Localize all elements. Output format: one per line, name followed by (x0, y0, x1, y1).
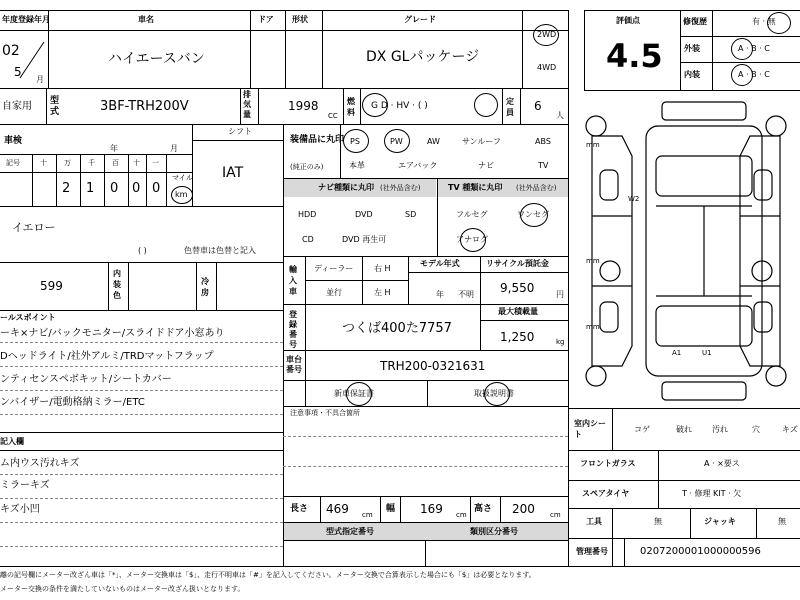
equip-sunroof: サンルーフ (462, 137, 501, 146)
parallel: 並行 (326, 288, 342, 297)
use-type: 自家用 (2, 101, 32, 112)
width-label: 幅 (386, 504, 396, 514)
height: 200 (512, 502, 535, 516)
navi-hdd: HDD (298, 210, 317, 219)
tv-label: TV 種類に丸印 (448, 183, 503, 192)
navi-dvd-play: DVD 再生可 (342, 235, 387, 244)
plate: つくば400た7757 (342, 321, 452, 336)
interior-grades: A · B · C (738, 70, 770, 79)
navi-sub: (社外品含む) (380, 184, 421, 192)
model-year-label: モデル年式 (420, 259, 460, 268)
diagram-mm-mid: mm (586, 257, 600, 265)
month-unit-2: 月 (170, 144, 178, 153)
shape-label: 形状 (292, 15, 308, 24)
tv-fullseg: フルセグ (456, 210, 488, 219)
car-name: ハイエースバン (108, 51, 205, 67)
recycle-value: 9,550 (500, 281, 535, 295)
model: 3BF-TRH200V (100, 99, 189, 114)
footer-line-2: メーター交換の条件を満たしていないものはメーター改ざん扱いとなります。 (0, 585, 245, 593)
displacement: 1998 (288, 99, 319, 113)
width: 169 (420, 502, 443, 516)
sales-point-line: Dヘッドライト/社外アルミ/TRDマットフラップ (0, 351, 214, 362)
room-seat-label: 室内シート (574, 419, 606, 439)
inspector-label: 記入欄 (0, 437, 24, 446)
model-label: 型式 (50, 96, 60, 117)
repair-options: 有 · 無 (752, 17, 776, 26)
equipment-sublabel: (純正のみ) (290, 163, 324, 171)
footer-line-1: 離の記号欄にメーター改ざん車は「*」、メーター交換車は「$」、走行不明車は「#」を記入してください。メーター交換で合算表示した場合にも「$」は必要となります。 (0, 571, 536, 579)
height-unit: cm (550, 511, 561, 519)
mile-label: マイル (172, 174, 193, 182)
sales-point-line: ンティセンスペボキット/シートカバー (0, 374, 172, 385)
left-h: 左 H (374, 288, 391, 297)
color-note: 色替車は色替と記入 (184, 246, 256, 255)
record-label: 記号 (6, 159, 20, 167)
length-label: 長さ (290, 504, 309, 514)
windshield-options: A · ×要ス (704, 459, 740, 468)
diagram-mm-bottom: mm (586, 323, 600, 331)
inspector-line: ミラーキズ (0, 480, 50, 491)
tv-oneseg: ワンセグ (517, 210, 549, 219)
reg-year-label: 年度登録年月 (2, 15, 50, 24)
interior-a-circle (731, 64, 753, 86)
navi-dvd: DVD (355, 210, 373, 219)
fuel-paren-circle (474, 93, 498, 117)
spare-options: T · 修理 KIT · 欠 (682, 489, 742, 498)
tools-label: 工具 (586, 517, 602, 526)
manual: 取扱説明書 (474, 389, 514, 398)
new-warranty: 新車保証書 (334, 389, 374, 398)
diagram-a1: A1 (672, 349, 682, 357)
fuel-label: 燃料 (347, 97, 355, 117)
diagram-u1: U1 (702, 349, 712, 357)
class-label: 類別区分番号 (470, 527, 518, 536)
sales-points-label: ールスポイント (0, 313, 56, 322)
kg-unit: kg (556, 338, 565, 346)
diagram-w2: W2 (628, 195, 640, 203)
navi-sd: SD (405, 210, 417, 219)
mgmt-value: 0207200001000000596 (640, 546, 761, 557)
chassis-label: 車台番号 (286, 355, 302, 374)
grade-label: グレード (404, 15, 436, 24)
ac-label: 冷房 (201, 277, 209, 297)
shift-value: IAT (222, 165, 244, 181)
equip-abs: ABS (535, 137, 551, 146)
dealer: ディーラー (314, 264, 354, 273)
equip-navi: ナビ (478, 161, 494, 170)
navi-label: ナビ種類に丸印 (318, 183, 374, 192)
caution-label: 注意事項・不具合箇所 (290, 409, 360, 417)
equip-leather: 本革 (349, 161, 365, 170)
inspector-line: ム内ウス汚れキズ (0, 458, 80, 469)
tv-analog: アナログ (456, 235, 488, 244)
model-year-unit: 年 (436, 290, 444, 299)
km-label: km (175, 190, 188, 199)
exterior-grades: A · B · C (738, 44, 770, 53)
year-unit: 年 (110, 144, 118, 153)
drive-4wd: 4WD (537, 63, 557, 72)
shaken-label: 車検 (4, 136, 23, 146)
person-unit: 人 (556, 111, 564, 120)
door-label: ドア (258, 15, 274, 24)
tv-sub: (社外品含む) (516, 184, 557, 192)
drive-2wd: 2WD (537, 30, 557, 39)
chassis: TRH200-0321631 (380, 359, 486, 373)
equip-airbag: エアバック (398, 161, 438, 170)
equipment-label: 装備品に丸印 (290, 135, 345, 145)
navi-cd: CD (302, 235, 314, 244)
grade: DX GLパッケージ (366, 49, 480, 65)
score-value: 4.5 (606, 37, 663, 75)
month-unit: 月 (36, 75, 44, 84)
diagram-mm-top: mm (586, 141, 600, 149)
shift-label: シフト (228, 127, 252, 136)
type-label: 型式指定番号 (326, 527, 374, 536)
repair-label: 修復歴 (683, 17, 707, 26)
tools-value: 無 (654, 517, 662, 526)
color-value: イエロー (12, 221, 56, 234)
model-year-unknown: 不明 (458, 290, 474, 299)
width-unit: cm (456, 511, 467, 519)
score-label: 評価点 (616, 16, 640, 25)
interior-label: 内装 (684, 70, 700, 79)
color-paren: ( ) (138, 246, 147, 255)
fuel-options: G D · HV · ( ) (371, 101, 428, 111)
length: 469 (326, 502, 349, 516)
car-diagram (572, 96, 800, 406)
height-label: 高さ (474, 504, 493, 514)
recycle-label: リサイクル預託金 (486, 259, 549, 268)
cc-unit: CC (328, 112, 338, 120)
reg-month-value: 5 (14, 65, 22, 79)
mgmt-label: 管理番号 (576, 547, 608, 556)
spare-label: スペアタイヤ (582, 489, 630, 498)
equip-aw: AW (427, 137, 440, 146)
max-load: 1,250 (500, 330, 535, 344)
capacity-label: 定員 (506, 97, 514, 117)
inspector-line: キズ小凹 (0, 504, 40, 515)
reg-year-value: 02 (2, 43, 20, 59)
sales-point-line: ンバイザー/電動格納ミラー/ETC (0, 397, 145, 408)
exterior-a-circle (731, 38, 753, 60)
right-h: 右 H (374, 264, 391, 273)
import-label: 輸入車 (289, 265, 297, 296)
capacity: 6 (534, 99, 542, 113)
windshield-label: フロントガラス (580, 459, 636, 468)
plate-label: 登録番号 (289, 310, 297, 349)
max-load-label: 最大積載量 (498, 307, 538, 316)
car-name-label: 車名 (138, 15, 154, 24)
sales-point-line: ーキ×ナビ/バックモニター/スライドドア小窓あり (0, 328, 225, 339)
length-unit: cm (362, 511, 373, 519)
exterior-label: 外装 (684, 44, 700, 53)
date-slash (18, 40, 46, 80)
jack-value: 無 (778, 517, 786, 526)
interior-color-label: 内装色 (113, 269, 121, 300)
equip-pw: PW (390, 137, 403, 146)
repair-none-circle (767, 12, 791, 34)
jack-label: ジャッキ (704, 517, 736, 526)
equip-ps: PS (350, 137, 360, 146)
yen-unit: 円 (556, 290, 564, 299)
equip-tv: TV (538, 161, 549, 170)
recycle-number: 599 (40, 279, 63, 293)
displacement-label: 排気量 (243, 90, 251, 119)
